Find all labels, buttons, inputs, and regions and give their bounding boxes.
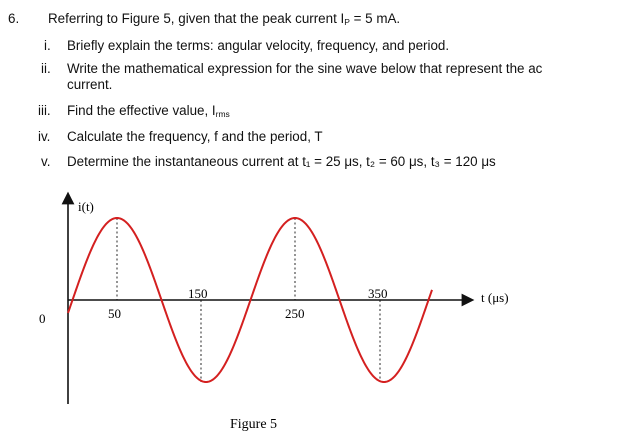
item-text-iv: Calculate the frequency, f and the period, T [67, 129, 323, 144]
item-text-ii-cont: current. [67, 77, 113, 92]
x-axis-label: t (μs) [481, 290, 509, 305]
figure-caption: Figure 5 [230, 417, 278, 432]
item-marker-i: i. [44, 38, 51, 53]
question-number: 6. [8, 11, 20, 26]
x-tick-50: 50 [108, 306, 121, 321]
x-tick-350: 350 [368, 286, 388, 301]
y-axis-label: i(t) [78, 199, 94, 214]
peak-subscript: P [344, 17, 350, 27]
item-text-v: Determine the instantaneous current at t₁ = 25 μs, t₂ = 60 μs, t₃ = 120 μs [67, 154, 496, 169]
question-stem-tail: = 5 mA. [349, 11, 401, 26]
item-marker-ii: ii. [41, 61, 51, 76]
x-tick-250: 250 [285, 306, 305, 321]
x-tick-150: 150 [188, 286, 208, 301]
item-marker-iv: iv. [38, 129, 51, 144]
item-text-iii-main: Find the effective value, I [67, 103, 216, 118]
item-text-ii: Write the mathematical expression for the sine wave below that represent the ac [67, 61, 543, 76]
origin-label: 0 [39, 311, 46, 326]
item-text-i: Briefly explain the terms: angular velocity, frequency, and period. [67, 38, 450, 53]
question-stem-text: Referring to Figure 5, given that the peak current I [48, 11, 345, 26]
item-marker-v: v. [41, 154, 51, 169]
rms-subscript: rms [215, 109, 230, 119]
item-marker-iii: iii. [38, 103, 51, 118]
